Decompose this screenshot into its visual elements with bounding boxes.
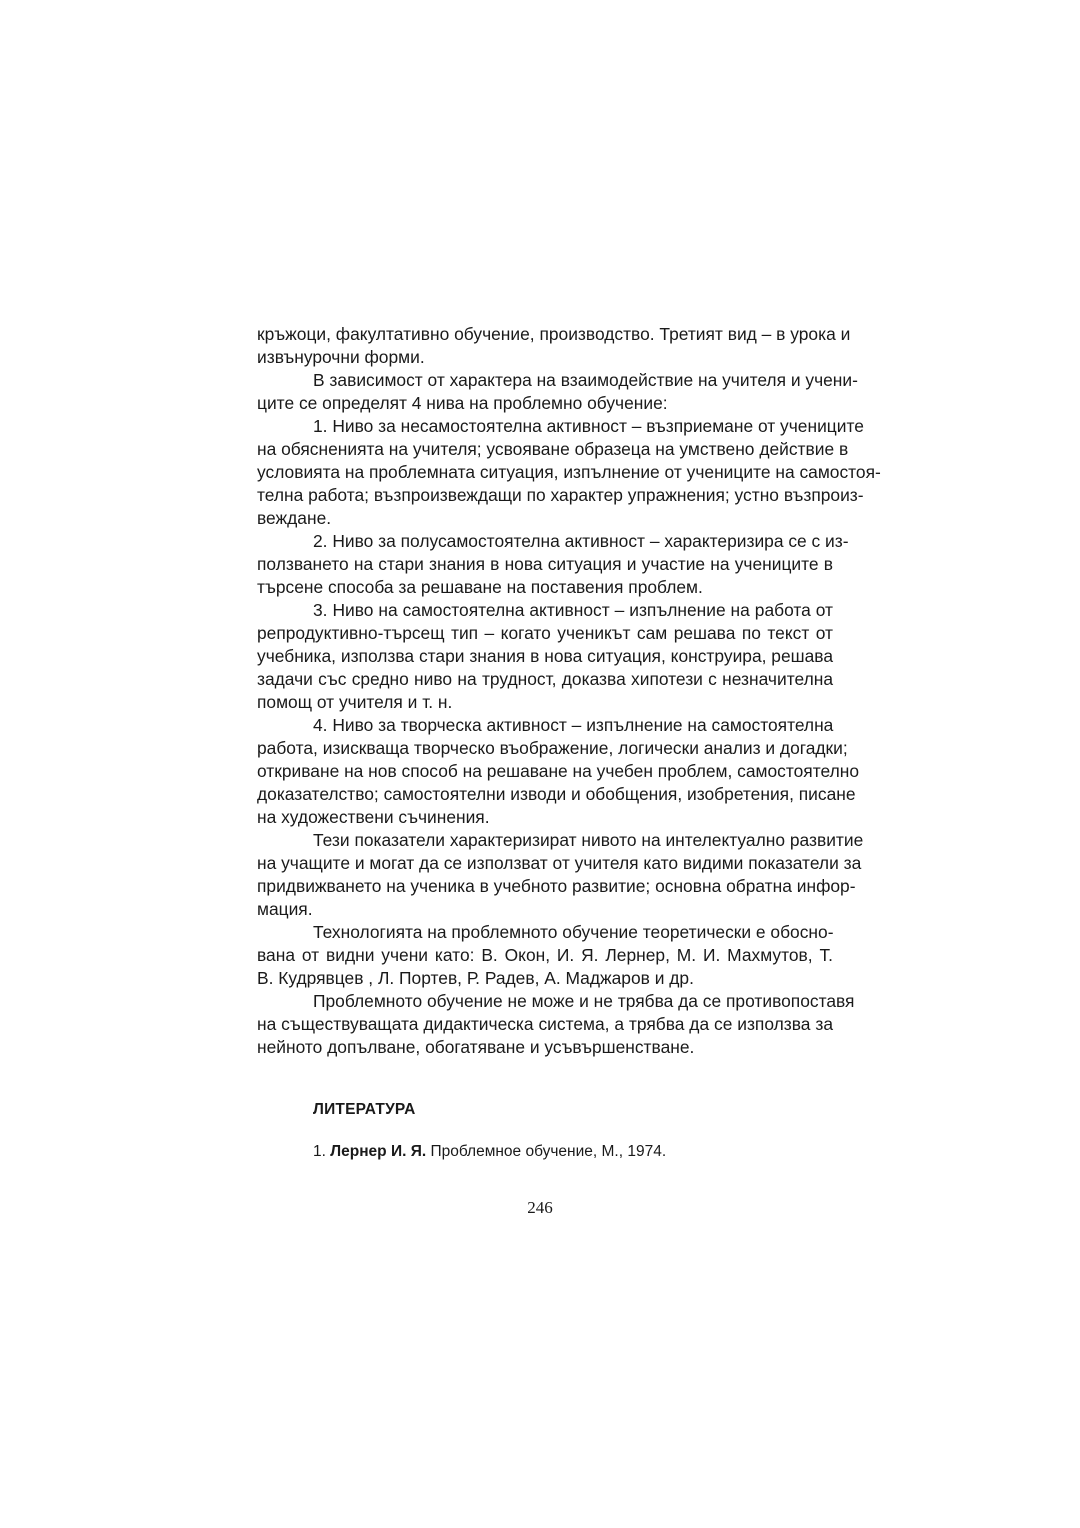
text-line: 1. Ниво за несамостоятелна активност – възприемане от учениците	[313, 416, 864, 436]
text-line: Тези показатели характеризират нивото на интелектуално развитие	[313, 830, 864, 850]
text-line: Технологията на проблемното обучение теоретически е обосно-	[313, 922, 834, 942]
text-line: вана от видни учени като: В. Окон, И. Я. Лернер, М. И. Махмутов, Т.	[257, 945, 833, 965]
reference-number: 1.	[313, 1143, 331, 1160]
text-line: В. Кудрявцев , Л. Портев, Р. Радев, А. Маджаров и др.	[257, 968, 694, 988]
text-line: помощ от учителя и т. н.	[257, 692, 453, 712]
text-line: телна работа; възпроизвеждащи по характер упражнения; устно възпроиз-	[257, 485, 864, 505]
text-line: ците се определят 4 нива на проблемно обучение:	[257, 393, 668, 413]
reference-author: Лернер И. Я.	[330, 1143, 427, 1160]
text-line: мация.	[257, 899, 313, 919]
text-line: Проблемното обучение не може и не трябва да се противопоставя	[313, 991, 855, 1011]
text-line: на обясненията на учителя; усвояване образеца на умствено действие в	[257, 439, 849, 459]
reference-title: Проблемное обучение, М., 1974.	[426, 1143, 667, 1160]
text-line: 2. Ниво за полусамостоятелна активност – характеризира се с из-	[313, 531, 849, 551]
text-line: репродуктивно-търсещ тип – когато ученикът сам решава по текст от	[257, 623, 833, 643]
text-line: работа, изискваща творческо въображение, логически анализ и догадки;	[257, 738, 848, 758]
text-line: 4. Ниво за творческа активност – изпълнение на самостоятелна	[313, 715, 834, 735]
text-line: веждане.	[257, 508, 332, 528]
body-text	[257, 323, 881, 1059]
text-line: нейното допълване, обогатяване и усъвършенстване.	[257, 1037, 695, 1057]
literature-heading: ЛИТЕРАТУРА	[313, 1101, 416, 1118]
text-line: учебника, използва стари знания в нова ситуация, конструира, решава	[257, 646, 833, 666]
text-line: задачи със средно ниво на трудност, доказва хипотези с незначителна	[257, 669, 833, 689]
reference-item	[313, 1143, 666, 1161]
text-line: условията на проблемната ситуация, изпълнение от учениците на самостоя-	[257, 462, 881, 482]
text-line: доказателство; самостоятелни изводи и обобщения, изобретения, писане	[257, 784, 856, 804]
text-line: на учащите и могат да се използват от учителя като видими показатели за	[257, 853, 862, 873]
text-line: ползването на стари знания в нова ситуация и участие на учениците в	[257, 554, 833, 574]
page-number: 246	[527, 1198, 553, 1217]
text-line: извънурочни форми.	[257, 347, 425, 367]
text-line: придвижването на ученика в учебното развитие; основна обратна инфор-	[257, 876, 856, 896]
text-line: кръжоци, факултативно обучение, производство. Третият вид – в урока и	[257, 324, 851, 344]
text-line: 3. Ниво на самостоятелна активност – изпълнение на работа от	[313, 600, 833, 620]
text-line: на съществуващата дидактическа система, а трябва да се използва за	[257, 1014, 833, 1034]
text-line: търсене способа за решаване на поставения проблем.	[257, 577, 703, 597]
text-line: откриване на нов способ на решаване на учебен проблем, самостоятелно	[257, 761, 859, 781]
text-line: на художествени съчинения.	[257, 807, 490, 827]
text-line: В зависимост от характера на взаимодействие на учителя и учени-	[313, 370, 858, 390]
